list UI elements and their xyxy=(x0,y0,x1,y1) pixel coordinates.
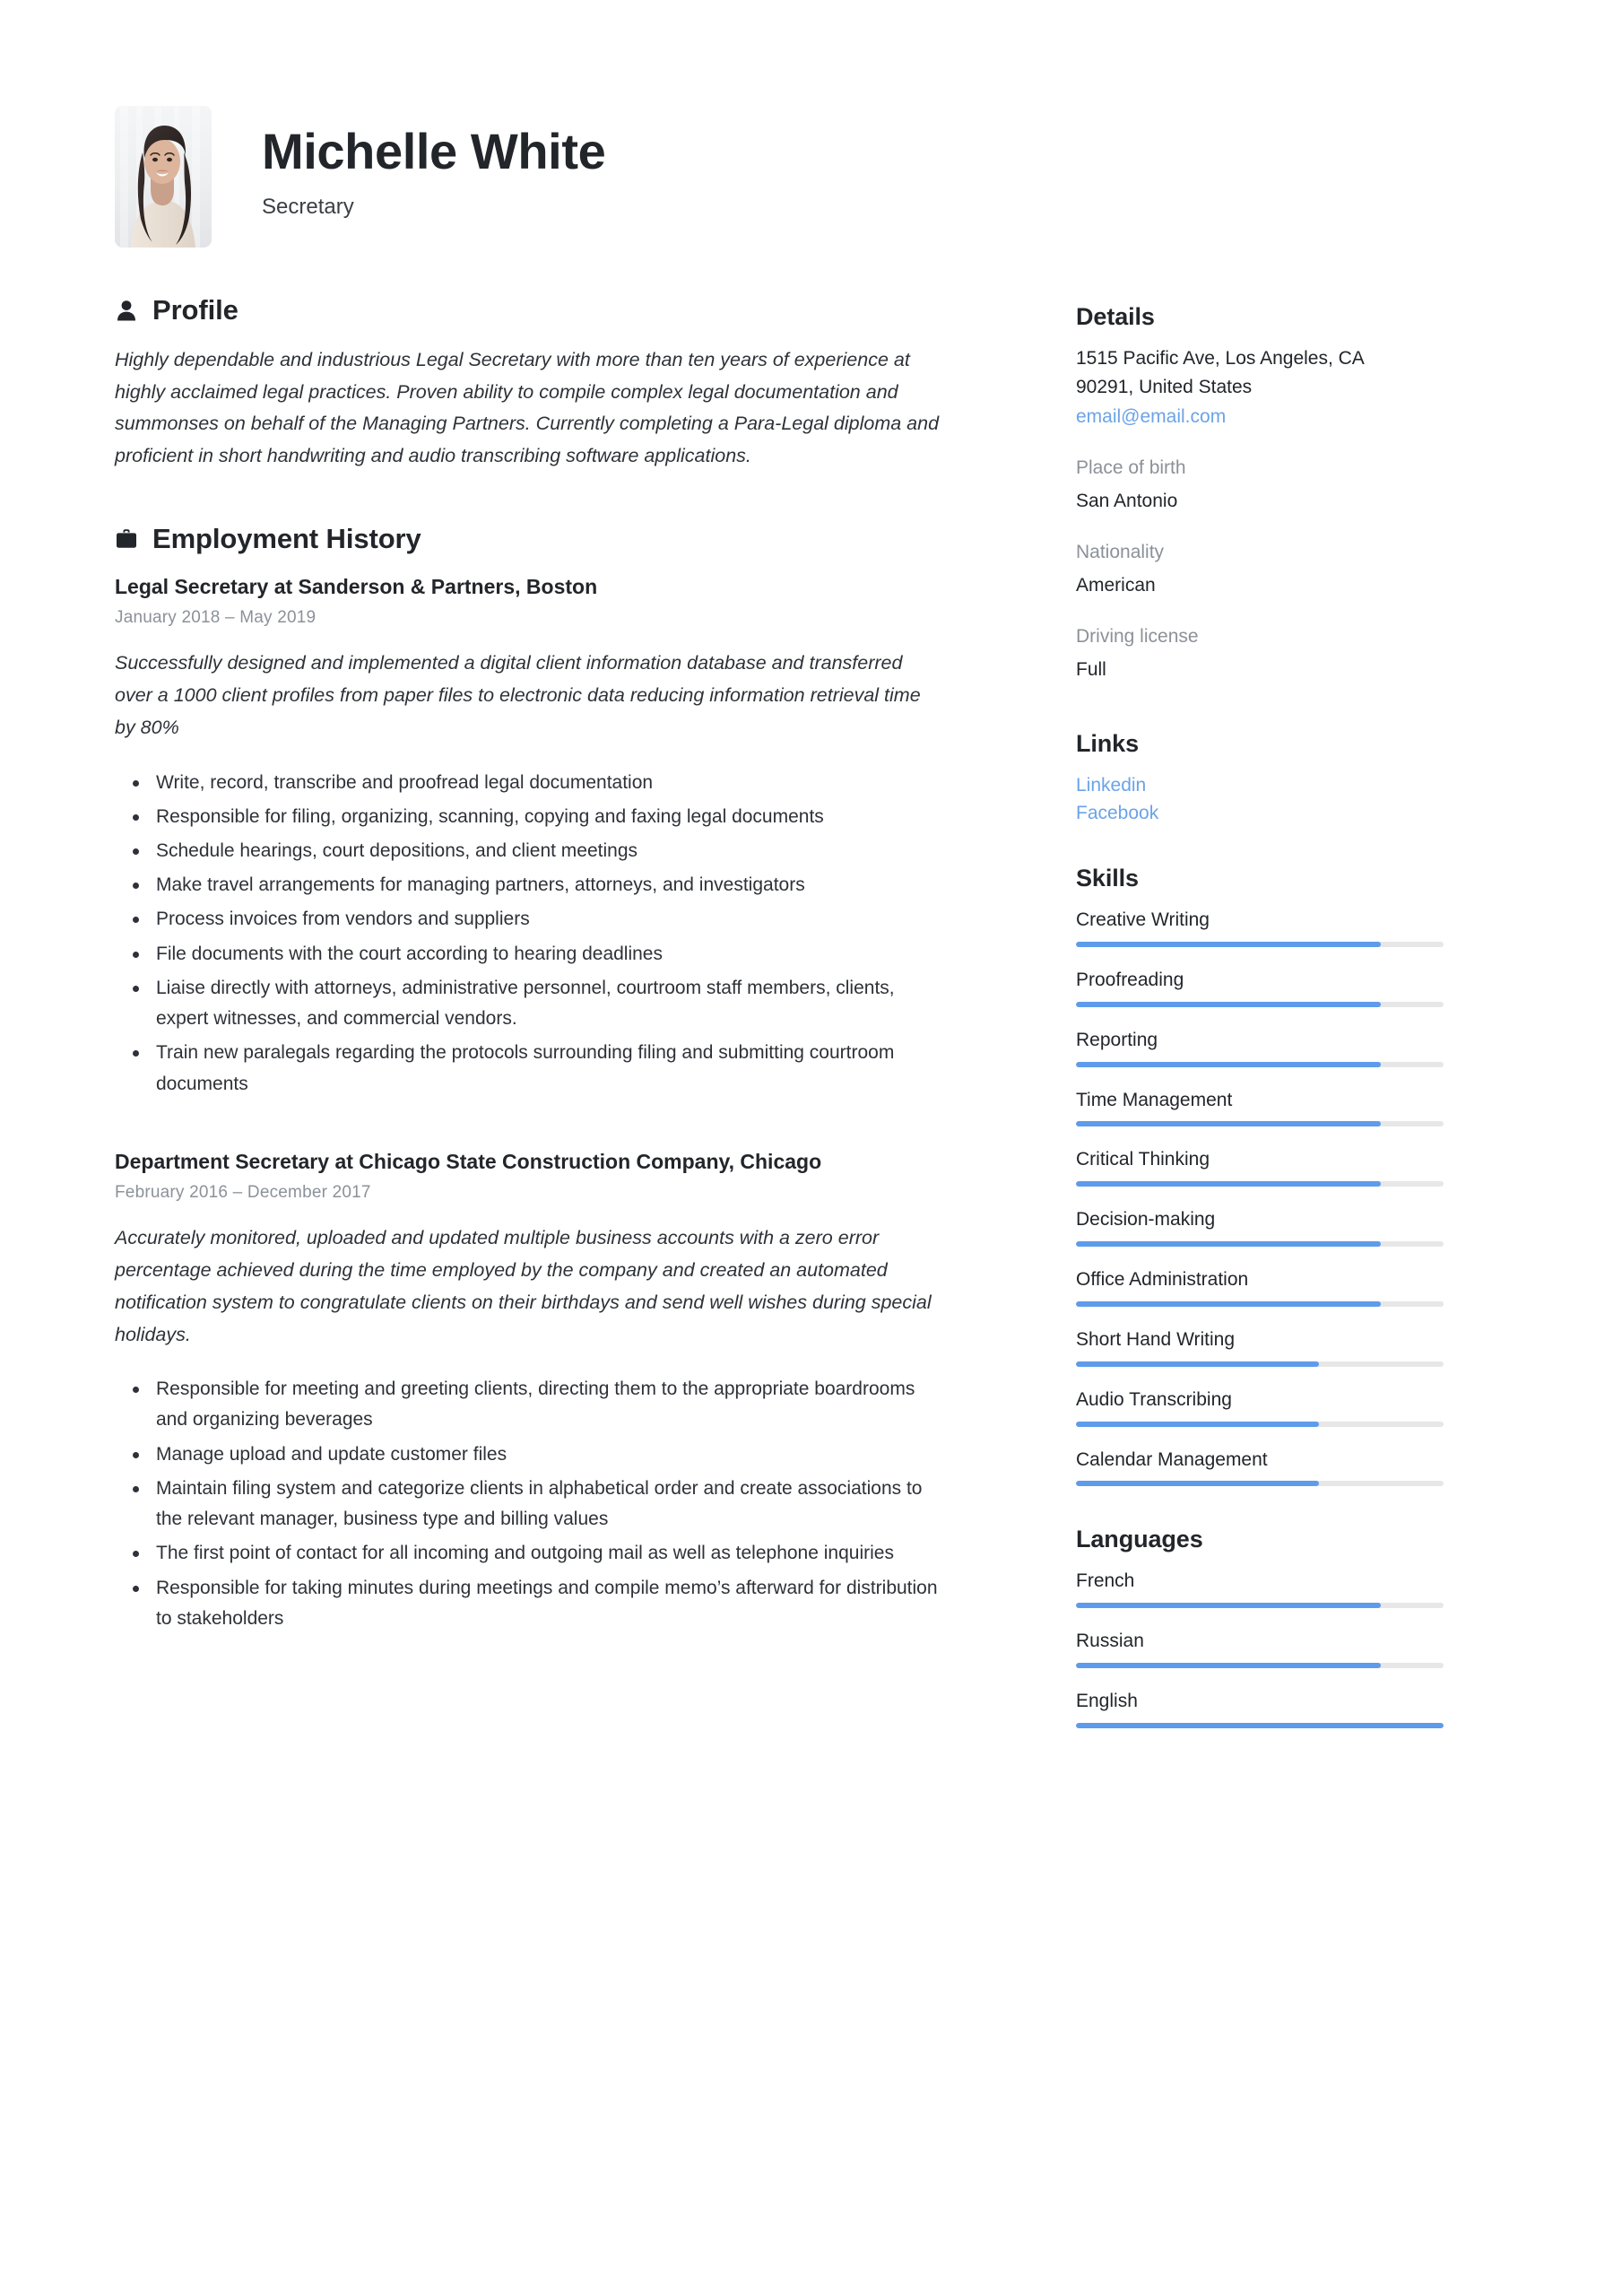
employment-entry xyxy=(115,573,941,1100)
skill-label: Time Management xyxy=(1076,1089,1233,1110)
list-item: Maintain filing system and categorize clients in alphabetical order and create associations to the relevant manager, business type and billing values xyxy=(156,1474,941,1535)
skill-item xyxy=(1076,907,1399,947)
list-item: Make travel arrangements for managing partners, attorneys, and investigators xyxy=(156,870,941,900)
link-facebook[interactable]: Facebook xyxy=(1076,802,1159,823)
list-item: Write, record, transcribe and proofread legal documentation xyxy=(156,768,941,798)
job-bullet-list xyxy=(115,1374,941,1634)
list-item: Schedule hearings, court depositions, and client meetings xyxy=(156,836,941,866)
skill-label: Short Hand Writing xyxy=(1076,1328,1236,1350)
skill-label: Decision-making xyxy=(1076,1209,1216,1231)
skill-item xyxy=(1076,1387,1399,1427)
language-item xyxy=(1076,1568,1399,1608)
skill-item xyxy=(1076,967,1399,1007)
job-dates: February 2016 – December 2017 xyxy=(115,1183,371,1203)
skill-fill xyxy=(1076,1301,1381,1307)
language-label: English xyxy=(1076,1690,1138,1711)
job-bullet-list xyxy=(115,768,941,1100)
skill-fill xyxy=(1076,1422,1319,1427)
skill-fill xyxy=(1076,1121,1381,1126)
skill-fill xyxy=(1076,1361,1319,1367)
list-item: Process invoices from vendors and suppliers xyxy=(156,904,941,935)
skill-item xyxy=(1076,1266,1399,1307)
skill-item xyxy=(1076,1447,1399,1487)
languages-section xyxy=(1076,1526,1399,1727)
skill-label: Calendar Management xyxy=(1076,1448,1268,1470)
language-label: Russian xyxy=(1076,1631,1144,1652)
language-fill xyxy=(1076,1603,1381,1608)
language-track xyxy=(1076,1603,1444,1608)
skill-label: Office Administration xyxy=(1076,1269,1249,1291)
job-title-line: Legal Secretary at Sanderson & Partners, Boston xyxy=(115,574,598,598)
detail-value: Full xyxy=(1076,658,1106,680)
skill-track xyxy=(1076,1002,1444,1007)
address-line-2: 90291, United States xyxy=(1076,377,1253,398)
employment-entry xyxy=(115,1148,941,1634)
list-item: File documents with the court according to hearing deadlines xyxy=(156,939,941,970)
detail-field-nationality xyxy=(1076,538,1399,599)
language-item xyxy=(1076,1628,1399,1668)
sidebar-column xyxy=(977,294,1399,1748)
skill-item xyxy=(1076,1027,1399,1067)
skill-item xyxy=(1076,1326,1399,1367)
detail-value: American xyxy=(1076,574,1156,596)
skill-fill xyxy=(1076,942,1381,947)
language-fill xyxy=(1076,1723,1444,1728)
list-item: Liaise directly with attorneys, administrative personnel, courtroom staff members, clients, expert witnesses, and commercial vendors. xyxy=(156,973,941,1034)
avatar xyxy=(115,106,212,248)
details-heading: Details xyxy=(1076,303,1155,330)
job-title-line: Department Secretary at Chicago State Construction Company, Chicago xyxy=(115,1149,822,1173)
detail-label: Place of birth xyxy=(1076,457,1186,479)
address-line-1: 1515 Pacific Ave, Los Angeles, CA xyxy=(1076,348,1365,369)
skill-track xyxy=(1076,1361,1444,1367)
detail-label: Driving license xyxy=(1076,626,1199,648)
detail-field-driving-license xyxy=(1076,622,1399,683)
language-label: French xyxy=(1076,1570,1135,1592)
briefcase-icon xyxy=(115,527,138,551)
main-column xyxy=(0,294,977,1638)
list-item: Manage upload and update customer files xyxy=(156,1439,941,1470)
skill-track xyxy=(1076,1121,1444,1126)
resume-header xyxy=(0,0,1622,248)
skill-track xyxy=(1076,1181,1444,1187)
links-section xyxy=(1076,730,1399,827)
profile-text: Highly dependable and industrious Legal Secretary with more than ten years of experience at highly acclaimed legal practices. Proven ability to compile complex legal documentation and summonses on behalf of the Managing Partners. Currently completing a Para-Legal diploma and proficient in short handwriting and audio transcribing software applications. xyxy=(115,349,940,467)
list-item: Responsible for meeting and greeting clients, directing them to the appropriate boardrooms and organizing beverages xyxy=(156,1374,941,1435)
skill-fill xyxy=(1076,1062,1381,1067)
skill-track xyxy=(1076,1062,1444,1067)
detail-value: San Antonio xyxy=(1076,490,1178,511)
skill-track xyxy=(1076,1422,1444,1427)
skill-label: Proofreading xyxy=(1076,970,1184,990)
list-item: Train new paralegals regarding the protocols surrounding filing and submitting courtroom documents xyxy=(156,1038,941,1099)
skill-track xyxy=(1076,1241,1444,1247)
links-heading: Links xyxy=(1076,730,1140,758)
job-summary: Accurately monitored, uploaded and updated multiple business accounts with a zero error percentage achieved during the time employed by the company and created an automated notification system to congratulate clients on their birthdays and send well wishes during special holidays. xyxy=(115,1227,932,1345)
header-text xyxy=(262,106,605,220)
person-icon xyxy=(115,299,138,322)
skill-fill xyxy=(1076,1481,1319,1486)
list-item: The first point of contact for all incoming and outgoing mail as well as telephone inquiries xyxy=(156,1538,941,1569)
skill-item xyxy=(1076,1206,1399,1247)
skill-label: Creative Writing xyxy=(1076,909,1210,931)
language-item xyxy=(1076,1688,1399,1728)
language-track xyxy=(1076,1723,1444,1728)
job-title: Secretary xyxy=(262,194,354,219)
skill-track xyxy=(1076,1481,1444,1486)
skill-fill xyxy=(1076,1241,1381,1247)
profile-section-header xyxy=(115,294,941,326)
language-fill xyxy=(1076,1663,1381,1668)
skill-fill xyxy=(1076,1181,1381,1187)
job-summary: Successfully designed and implemented a digital client information database and transferred over a 1000 client profiles from paper files to electronic data reducing information retrieval time by 80% xyxy=(115,652,921,738)
skill-label: Reporting xyxy=(1076,1029,1158,1050)
job-dates: January 2018 – May 2019 xyxy=(115,608,317,628)
language-track xyxy=(1076,1663,1444,1668)
link-linkedin[interactable]: Linkedin xyxy=(1076,775,1147,796)
languages-heading: Languages xyxy=(1076,1526,1203,1553)
detail-label: Nationality xyxy=(1076,542,1165,563)
list-item: Responsible for filing, organizing, scanning, copying and faxing legal documents xyxy=(156,802,941,832)
skill-fill xyxy=(1076,1002,1381,1007)
email-link[interactable]: email@email.com xyxy=(1076,405,1227,427)
detail-field-place-of-birth xyxy=(1076,454,1399,515)
page-title: Michelle White xyxy=(262,123,606,179)
skill-label: Critical Thinking xyxy=(1076,1149,1210,1170)
employment-section-header xyxy=(115,523,941,555)
list-item: Responsible for taking minutes during meetings and compile memo’s afterward for distribution to stakeholders xyxy=(156,1573,941,1634)
skill-track xyxy=(1076,942,1444,947)
skills-heading: Skills xyxy=(1076,865,1139,892)
skill-track xyxy=(1076,1301,1444,1307)
skills-section xyxy=(1076,865,1399,1486)
skill-item xyxy=(1076,1146,1399,1187)
skill-label: Audio Transcribing xyxy=(1076,1388,1232,1410)
employment-heading: Employment History xyxy=(152,522,421,554)
profile-heading: Profile xyxy=(152,294,239,326)
skill-item xyxy=(1076,1087,1399,1127)
employment-section xyxy=(115,523,941,1634)
resume-body xyxy=(0,248,1622,1748)
details-section xyxy=(1076,303,1399,683)
profile-section xyxy=(115,294,941,473)
